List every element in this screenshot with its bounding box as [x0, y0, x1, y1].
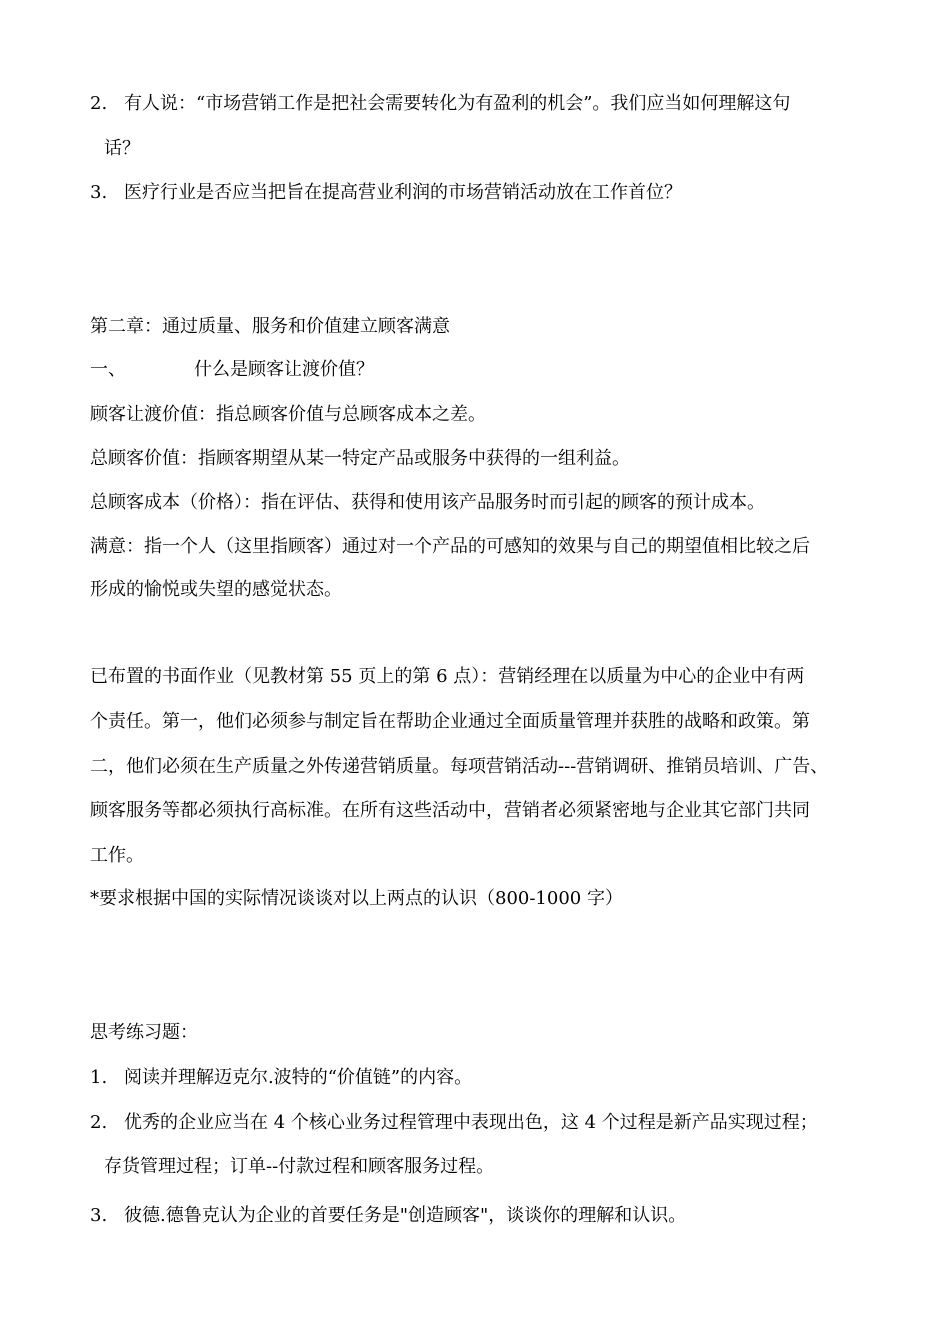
exercise-2-text: 优秀的企业应当在 4 个核心业务过程管理中表现出色，这 4 个过程是新产品实现过程； — [124, 1112, 818, 1133]
question-2-text: 有人说：“市场营销工作是把社会需要转化为有盈利的机会”。我们应当如何理解这句 — [124, 93, 791, 114]
assignment-line-4: 顾客服务等都必须执行高标准。在所有这些活动中，营销者必须紧密地与企业其它部门共同 — [90, 800, 810, 821]
assignment-line-1: 已布置的书面作业（见教材第 55 页上的第 6 点）：营销经理在以质量为中心的企业中有两 — [90, 666, 805, 687]
question-2-number: 2. — [90, 93, 108, 114]
exercise-1 — [90, 1066, 472, 1090]
exercise-3 — [90, 1204, 686, 1228]
assignment-requirement: *要求根据中国的实际情况谈谈对以上两点的认识（800-1000 字） — [90, 888, 623, 909]
chapter-2-question-1-number: 一、 — [90, 359, 126, 380]
question-3-number: 3. — [90, 182, 108, 203]
definition-customer-delivered-value: 顾客让渡价值：指总顾客价值与总顾客成本之差。 — [90, 404, 486, 425]
exercise-1-number: 1. — [90, 1067, 108, 1088]
exercise-1-text: 阅读并理解迈克尔.波特的“价值链”的内容。 — [124, 1067, 473, 1088]
question-3-text: 医疗行业是否应当把旨在提高营业利润的市场营销活动放在工作首位？ — [124, 182, 682, 203]
chapter-2-question-1-text: 什么是顾客让渡价值？ — [194, 359, 374, 380]
exercise-2-line-2: 存货管理过程；订单--付款过程和顾客服务过程。 — [104, 1156, 495, 1177]
exercise-3-number: 3. — [90, 1205, 108, 1226]
definition-total-customer-value: 总顾客价值：指顾客期望从某一特定产品或服务中获得的一组利益。 — [90, 448, 630, 469]
assignment-line-2: 个责任。第一，他们必须参与制定旨在帮助企业通过全面质量管理并获胜的战略和政策。第 — [90, 711, 810, 732]
definition-satisfaction-line-2: 形成的愉悦或失望的感觉状态。 — [90, 579, 342, 600]
question-2-line-1 — [90, 92, 790, 116]
assignment-line-5: 工作。 — [90, 845, 144, 866]
chapter-2-question-1 — [90, 358, 374, 382]
definition-total-customer-cost: 总顾客成本（价格）：指在评估、获得和使用该产品服务时而引起的顾客的预计成本。 — [90, 492, 765, 513]
exercise-3-text: 彼德.德鲁克认为企业的首要任务是"创造顾客"，谈谈你的理解和认识。 — [124, 1205, 687, 1226]
exercise-2-line-1 — [90, 1111, 818, 1135]
exercise-2-number: 2. — [90, 1112, 108, 1133]
exercises-title: 思考练习题： — [90, 1022, 198, 1043]
question-3 — [90, 181, 682, 205]
chapter-2-title: 第二章：通过质量、服务和价值建立顾客满意 — [90, 316, 450, 337]
definition-satisfaction-line-1: 满意：指一个人（这里指顾客）通过对一个产品的可感知的效果与自己的期望值相比较之后 — [90, 536, 810, 557]
question-2-line-2: 话？ — [104, 138, 140, 159]
assignment-line-3: 二，他们必须在生产质量之外传递营销质量。每项营销活动---营销调研、推销员培训、广告、 — [90, 756, 829, 777]
